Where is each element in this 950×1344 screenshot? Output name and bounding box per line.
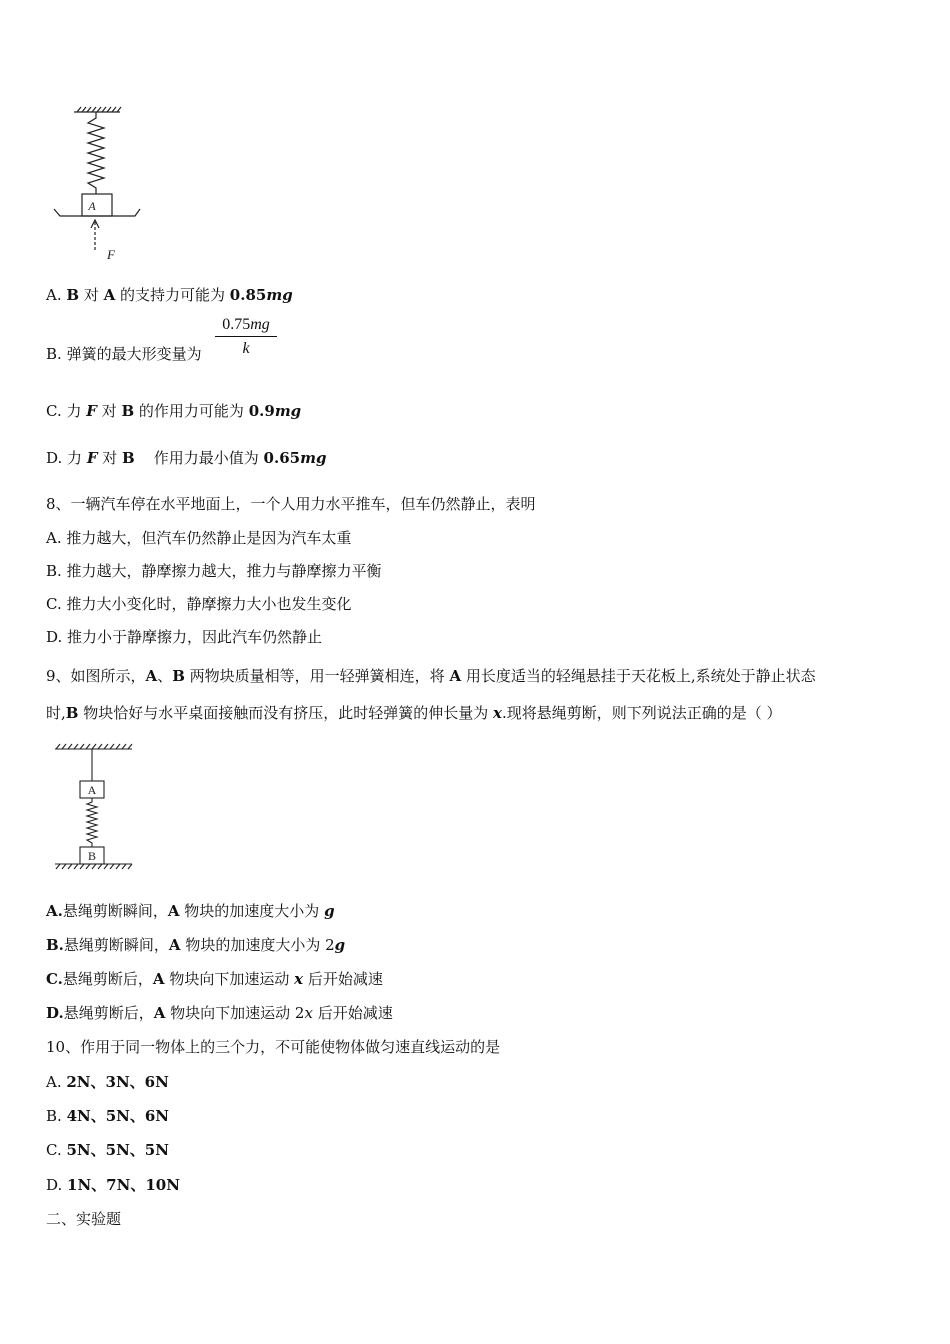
q7-option-d: D. 力 F 对 B 作用力最小值为 0.65mg bbox=[46, 449, 327, 467]
section-title: 二、实验题 bbox=[46, 1210, 122, 1228]
spring-tray-figure bbox=[50, 102, 150, 267]
q9-option-c: C.悬绳剪断后，A 物块向下加速运动 x 后开始减速 bbox=[46, 970, 383, 988]
q9-stem-line2: 时,B 物块恰好与水平桌面接触而没有挤压，此时轻弹簧的伸长量为 x.现将悬绳剪断，则下列说法正确的是（ ） bbox=[46, 704, 782, 722]
q7-option-b: B. 弹簧的最大形变量为 bbox=[46, 345, 202, 363]
q10-option-a: A. 2N、3N、6N bbox=[46, 1073, 169, 1091]
q9-option-b: B.悬绳剪断瞬间，A 物块的加速度大小为 2g bbox=[46, 936, 346, 954]
q7-option-a: A. B 对 A 的支持力可能为 0.85mg bbox=[46, 286, 293, 304]
q9-option-a: A.悬绳剪断瞬间，A 物块的加速度大小为 g bbox=[46, 902, 335, 920]
max-deformation-fraction: $\frac{0.75mg}{k}$ bbox=[215, 316, 277, 358]
block-b-label: B bbox=[87, 849, 97, 863]
q9-option-d: D.悬绳剪断后，A 物块向下加速运动 2x 后开始减速 bbox=[46, 1004, 393, 1022]
q8-option-b: B. 推力越大，静摩擦力越大，推力与静摩擦力平衡 bbox=[46, 562, 382, 580]
q8-stem: 8、一辆汽车停在水平地面上，一个人用力水平推车，但车仍然静止，表明 bbox=[46, 495, 536, 513]
hanging-blocks-figure bbox=[50, 740, 140, 875]
q8-option-a: A. 推力越大，但汽车仍然静止是因为汽车太重 bbox=[46, 529, 352, 547]
block-a-label: A bbox=[87, 783, 97, 797]
q7-option-c: C. 力 F 对 B 的作用力可能为 0.9mg bbox=[46, 402, 302, 420]
q8-option-d: D. 推力小于静摩擦力，因此汽车仍然静止 bbox=[46, 628, 323, 646]
block-a-label: A bbox=[88, 199, 96, 213]
force-f-label: F bbox=[107, 247, 115, 262]
q9-stem-line1: 9、如图所示，A、B 两物块质量相等，用一轻弹簧相连，将 A 用长度适当的轻绳悬挂于天花板上,系统处于静止状态 bbox=[46, 667, 816, 685]
q10-option-c: C. 5N、5N、5N bbox=[46, 1141, 169, 1159]
q8-option-c: C. 推力大小变化时，静摩擦力大小也发生变化 bbox=[46, 595, 352, 613]
q10-stem: 10、作用于同一物体上的三个力，不可能使物体做匀速直线运动的是 bbox=[46, 1038, 501, 1056]
q10-option-d: D. 1N、7N、10N bbox=[46, 1176, 180, 1194]
q10-option-b: B. 4N、5N、6N bbox=[46, 1107, 170, 1125]
